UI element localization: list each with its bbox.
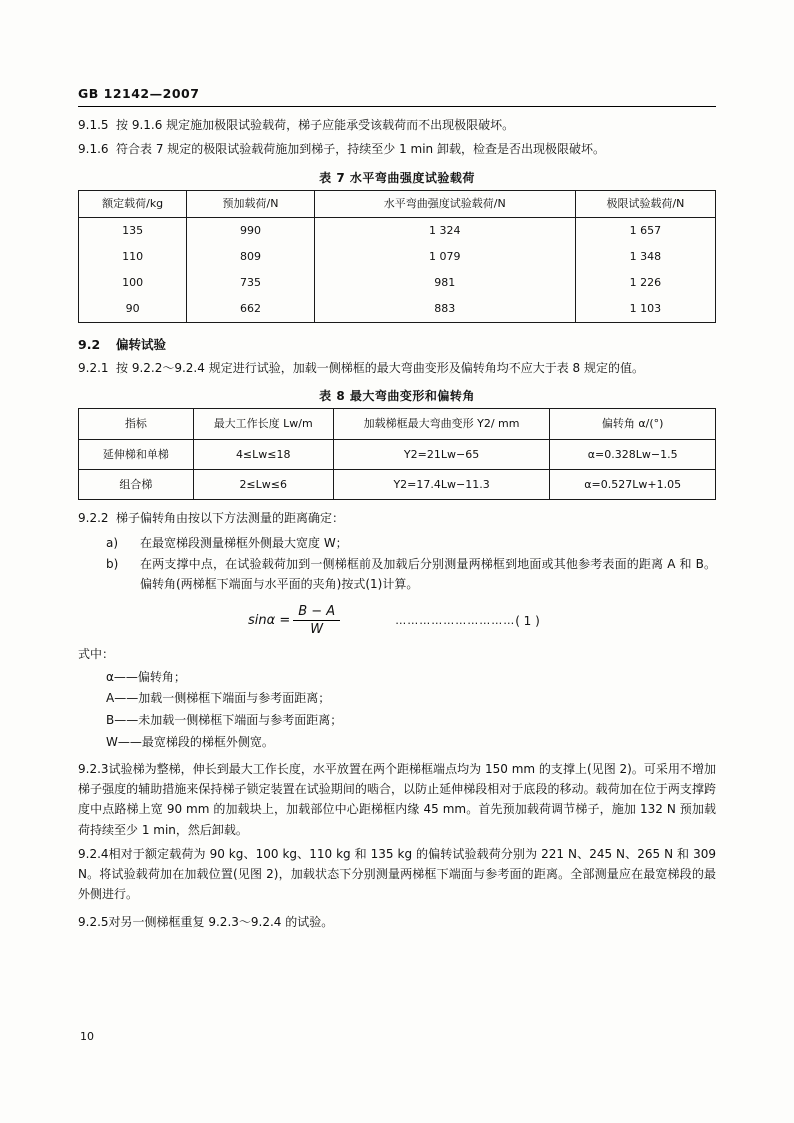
clause-number: 9.2.5 <box>78 915 109 930</box>
table-cell: 延伸梯和单梯 <box>79 439 194 469</box>
sublist-9-2-2 <box>78 534 716 594</box>
clause-9-1-6 <box>78 140 716 159</box>
table-row <box>79 244 716 270</box>
table-cell: 1 103 <box>575 296 715 323</box>
table-cell: 135 <box>79 217 187 244</box>
clause-9-2-3 <box>78 759 716 840</box>
table-cell: 981 <box>314 270 575 296</box>
clause-number: 9.2.2 <box>78 511 109 526</box>
clause-text: 对另一侧梯框重复 9.2.3～9.2.4 的试验。 <box>108 915 334 930</box>
table-header-cell: 偏转角 α/(°) <box>550 409 716 439</box>
table-cell: 990 <box>187 217 314 244</box>
table-row <box>79 409 716 439</box>
clause-text: 按 9.1.6 规定施加极限试验载荷，梯子应能承受该载荷而不出现极限破坏。 <box>116 118 515 132</box>
clause-number: 9.2.1 <box>78 360 109 375</box>
table-cell: 735 <box>187 270 314 296</box>
clause-9-2-5 <box>78 912 716 932</box>
table-header-cell: 预加载荷/N <box>187 190 314 217</box>
table-cell: 662 <box>187 296 314 323</box>
clause-9-2-1 <box>78 359 716 378</box>
table-8-title: 表 8 最大弯曲变形和偏转角 <box>319 389 475 404</box>
table-cell: Y2=17.4Lw−11.3 <box>333 470 550 500</box>
clause-9-2-2 <box>78 509 716 528</box>
formula-expression <box>248 604 540 637</box>
table-7-title: 表 7 水平弯曲强度试验载荷 <box>319 170 475 185</box>
table-cell: 1 079 <box>314 244 575 270</box>
header-rule <box>78 106 716 107</box>
section-9-2-heading <box>78 335 716 353</box>
where-item: W——最宽梯段的梯框外侧宽。 <box>106 734 274 749</box>
table-header-cell: 最大工作长度 Lw/m <box>193 409 333 439</box>
table-cell: 1 324 <box>314 217 575 244</box>
list-item-text: 在最宽梯段测量梯框外侧最大宽度 W； <box>140 535 348 550</box>
table-cell: 2≤Lw≤6 <box>193 470 333 500</box>
formula-1 <box>78 604 716 637</box>
list-item-label: b) <box>106 557 119 572</box>
list-item-label: a) <box>106 535 119 550</box>
table-7 <box>78 190 716 323</box>
table-row <box>79 470 716 500</box>
where-item: A——加载一侧梯框下端面与参考面距离； <box>106 691 331 706</box>
clause-number: 9.2.4 <box>78 846 109 861</box>
clause-number: 9.1.6 <box>78 142 109 157</box>
list-item <box>78 534 716 553</box>
clause-text: 符合表 7 规定的极限试验载荷施加到梯子，持续至少 1 min 卸载，检查是否出现极限破坏。 <box>116 142 605 157</box>
list-item <box>78 555 716 594</box>
table-header-cell: 水平弯曲强度试验载荷/N <box>314 190 575 217</box>
formula-denominator: W <box>310 622 324 638</box>
formula-lhs: sinα = <box>248 613 291 629</box>
page-number: 10 <box>80 1030 94 1043</box>
table-cell: 100 <box>79 270 187 296</box>
section-number: 9.2 <box>78 336 101 352</box>
section-title: 偏转试验 <box>116 336 167 352</box>
where-item: B——未加载一侧梯框下端面与参考面距离； <box>106 712 343 727</box>
clause-number: 9.1.5 <box>78 118 109 132</box>
table-cell: 90 <box>79 296 187 323</box>
table-header-cell: 加载梯框最大弯曲变形 Y2/ mm <box>333 409 550 439</box>
table-header-cell: 极限试验载荷/N <box>575 190 715 217</box>
table-header-cell: 指标 <box>79 409 194 439</box>
table-row <box>79 270 716 296</box>
list-item-text: 在两支撑中点，在试验载荷加到一侧梯框前及加载后分别测量两梯框到地面或其他参考表面的距离 A 和 B。偏转角(两梯框下端面与水平面的夹角)按式(1)计算。 <box>140 557 716 591</box>
table-cell: 1 226 <box>575 270 715 296</box>
where-label: 式中： <box>78 647 115 662</box>
where-list <box>78 667 716 753</box>
table-cell: 4≤Lw≤18 <box>193 439 333 469</box>
standard-code: GB 12142—2007 <box>78 86 200 101</box>
table-cell: α=0.328Lw−1.5 <box>550 439 716 469</box>
table-cell: 809 <box>187 244 314 270</box>
table-cell: Y2=21Lw−65 <box>333 439 550 469</box>
clause-text: 相对于额定载荷为 90 kg、100 kg、110 kg 和 135 kg 的偏转试验载荷分别为 221 N、245 N、265 N 和 309 N。将试验载荷加在加载位置(见图 2)，加载状态下分别测量两梯框下端面与参考面的距离。全部测量应在最宽梯段的最外侧进行。 <box>78 846 716 902</box>
table-header-cell: 额定载荷/kg <box>79 190 187 217</box>
table-8 <box>78 408 716 500</box>
clause-9-2-4 <box>78 844 716 904</box>
table-row <box>79 296 716 323</box>
table-row <box>79 190 716 217</box>
table-cell: 1 348 <box>575 244 715 270</box>
table-cell: α=0.527Lw+1.05 <box>550 470 716 500</box>
table-cell: 1 657 <box>575 217 715 244</box>
clause-text: 梯子偏转角由按以下方法测量的距离确定： <box>116 511 345 526</box>
clause-9-1-5 <box>78 116 716 135</box>
formula-leader-dots: ………………………… <box>395 614 516 628</box>
page-content <box>78 86 716 936</box>
table-cell: 组合梯 <box>79 470 194 500</box>
table-cell: 110 <box>79 244 187 270</box>
table-row <box>79 439 716 469</box>
clause-text: 试验梯为整梯，伸长到最大工作长度，水平放置在两个距梯框端点均为 150 mm 的支撑上(见图 2)。可采用不增加梯子强度的辅助措施来保持梯子锁定装置在试验期间的啮合，以防止延伸梯段相对于底段的移动。载荷加在位于两支撑跨度中点路梯上宽 90 mm 的加载块上，加载部位中心距梯框内缘 45 mm。首先预加载荷调节梯子，施加 132 N 预加载荷持续至少 1 min，然后卸载。 <box>78 762 716 837</box>
formula-number: ( 1 ) <box>515 613 540 628</box>
formula-fraction <box>293 604 340 637</box>
where-item: α——偏转角； <box>106 669 186 684</box>
clause-text: 按 9.2.2～9.2.4 规定进行试验，加载一侧梯框的最大弯曲变形及偏转角均不应大于表 8 规定的值。 <box>116 360 644 375</box>
clause-number: 9.2.3 <box>78 762 109 777</box>
table-cell: 883 <box>314 296 575 323</box>
formula-numerator: B − A <box>293 604 340 621</box>
table-row <box>79 217 716 244</box>
